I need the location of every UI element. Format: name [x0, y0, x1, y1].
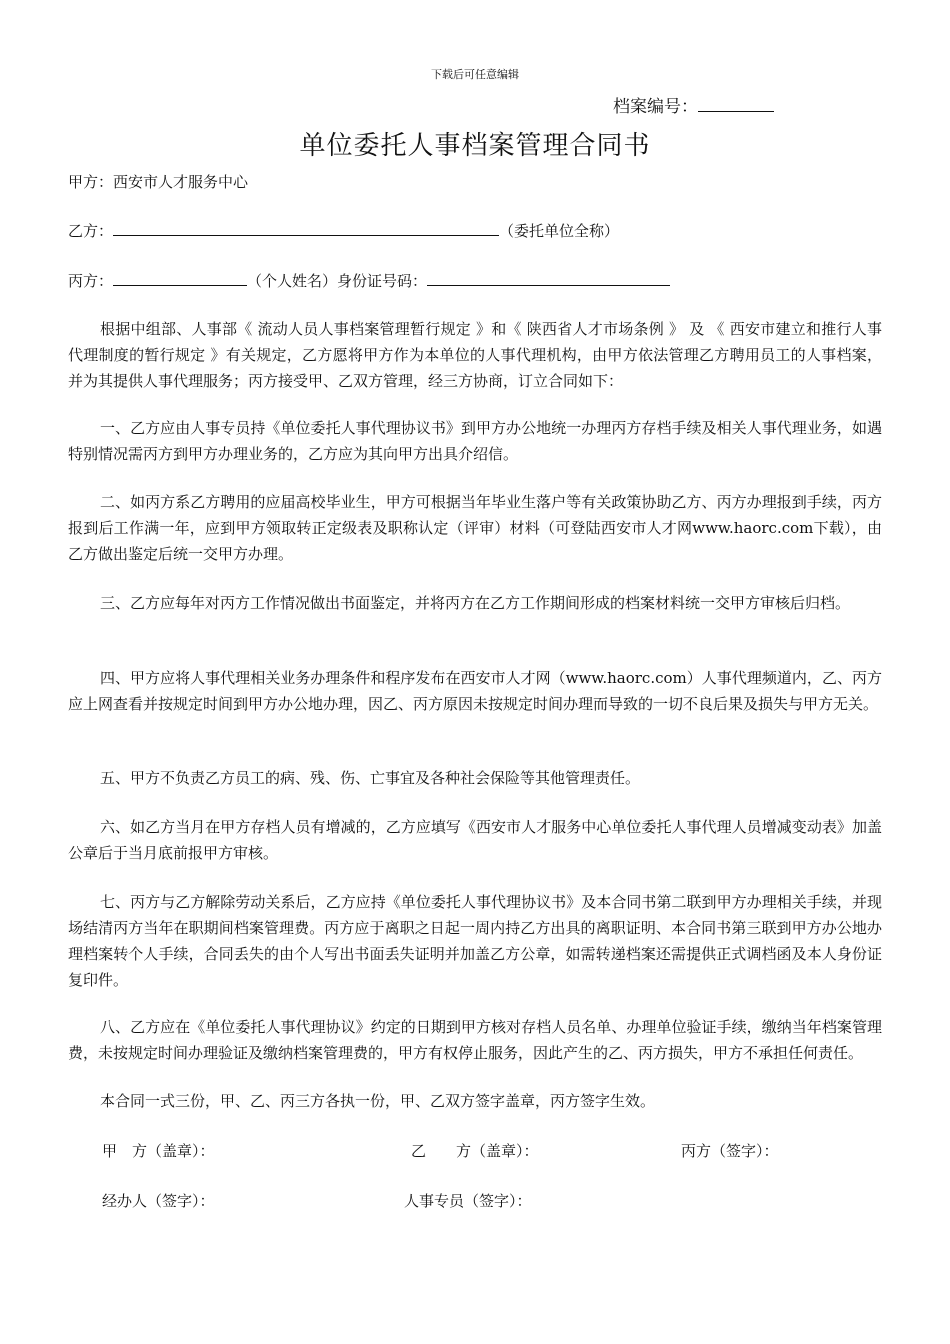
clause-4: 四、甲方应将人事代理相关业务办理条件和程序发布在西安市人才网（www.haorc.com）人事代理频道内，乙、丙方应上网查看并按规定时间到甲方办公地办理，因乙、丙方原因未按规定时间办理而导致的一切不良后果及损失与甲方无关。 — [68, 669, 882, 713]
party-b-blank[interactable] — [113, 234, 499, 236]
signature-party-a: 甲 方（盖章）： — [102, 1142, 215, 1160]
intro-paragraph: 根据中组部、人事部《 流动人员人事档案管理暂行规定 》和《 陕西省人才市场条例 》 及 《 西安市建立和推行人事代理制度的暂行规定 》有关规定，乙方愿将甲方作为本单位的人事代理机构，由甲方依法管理乙方聘用员工的人事档案，并为其提供人事代理服务；丙方接受甲、乙双方管理，经三方协商，订立合同如下： — [68, 320, 882, 390]
clause-2: 二、如丙方系乙方聘用的应届高校毕业生，甲方可根据当年毕业生落户等有关政策协助乙方、丙方办理报到手续，丙方报到后工作满一年，应到甲方领取转正定级表及职称认定（评审）材料（可登陆西安市人才网www.haorc.com下载），由乙方做出鉴定后统一交甲方办理。 — [68, 493, 882, 563]
party-c-id-blank[interactable] — [427, 284, 670, 286]
archive-number — [613, 92, 774, 117]
page-title: 单位委托人事档案管理合同书 — [299, 131, 651, 161]
party-c-label: 丙方： — [68, 272, 114, 290]
clause-7: 七、丙方与乙方解除劳动关系后，乙方应持《单位委托人事代理协议书》及本合同书第二联到甲方办理相关手续，并现场结清丙方当年在职期间档案管理费。丙方应于离职之日起一周内持乙方出具的离职证明、本合同书第三联到甲方办公地办理档案转个人手续，合同丢失的由个人写出书面丢失证明并加盖乙方公章，如需转递档案还需提供正式调档函及本人身份证复印件。 — [68, 893, 882, 989]
clause-5: 五、甲方不负责乙方员工的病、残、伤、亡事宜及各种社会保险等其他管理责任。 — [100, 769, 641, 787]
party-b-label: 乙方： — [68, 222, 114, 240]
clause-3: 三、乙方应每年对丙方工作情况做出书面鉴定，并将丙方在乙方工作期间形成的档案材料统一交甲方审核后归档。 — [100, 594, 851, 612]
signature-party-c: 丙方（签字）： — [681, 1142, 779, 1160]
signature-handler: 经办人（签字）： — [102, 1192, 215, 1210]
party-c — [68, 270, 670, 291]
archive-number-label: 档案编号： — [613, 97, 698, 117]
party-b — [68, 220, 619, 241]
signature-hr-specialist: 人事专员（签字）： — [404, 1192, 532, 1210]
clause-6: 六、如乙方当月在甲方存档人员有增减的，乙方应填写《西安市人才服务中心单位委托人事代理人员增减变动表》加盖公章后于当月底前报甲方审核。 — [68, 818, 882, 862]
validity-note: 本合同一式三份，甲、乙、丙三方各执一份，甲、乙双方签字盖章，丙方签字生效。 — [100, 1092, 656, 1110]
clause-1: 一、乙方应由人事专员持《单位委托人事代理协议书》到甲方办公地统一办理丙方存档手续及相关人事代理业务，如遇特别情况需丙方到甲方办理业务的，乙方应为其向甲方出具介绍信。 — [68, 419, 882, 463]
party-c-name-blank[interactable] — [113, 284, 247, 286]
party-c-name-suffix: （个人姓名）身份证号码： — [247, 272, 428, 290]
party-a: 甲方：西安市人才服务中心 — [68, 173, 249, 191]
signature-party-b: 乙 方（盖章）： — [411, 1142, 539, 1160]
download-note: 下载后可任意编辑 — [431, 68, 519, 81]
archive-number-blank[interactable] — [698, 110, 774, 112]
party-b-suffix: （委托单位全称） — [499, 222, 620, 240]
clause-8: 八、乙方应在《单位委托人事代理协议》约定的日期到甲方核对存档人员名单、办理单位验证手续，缴纳当年档案管理费，未按规定时间办理验证及缴纳档案管理费的，甲方有权停止服务，因此产生的乙、丙方损失，甲方不承担任何责任。 — [68, 1018, 882, 1062]
